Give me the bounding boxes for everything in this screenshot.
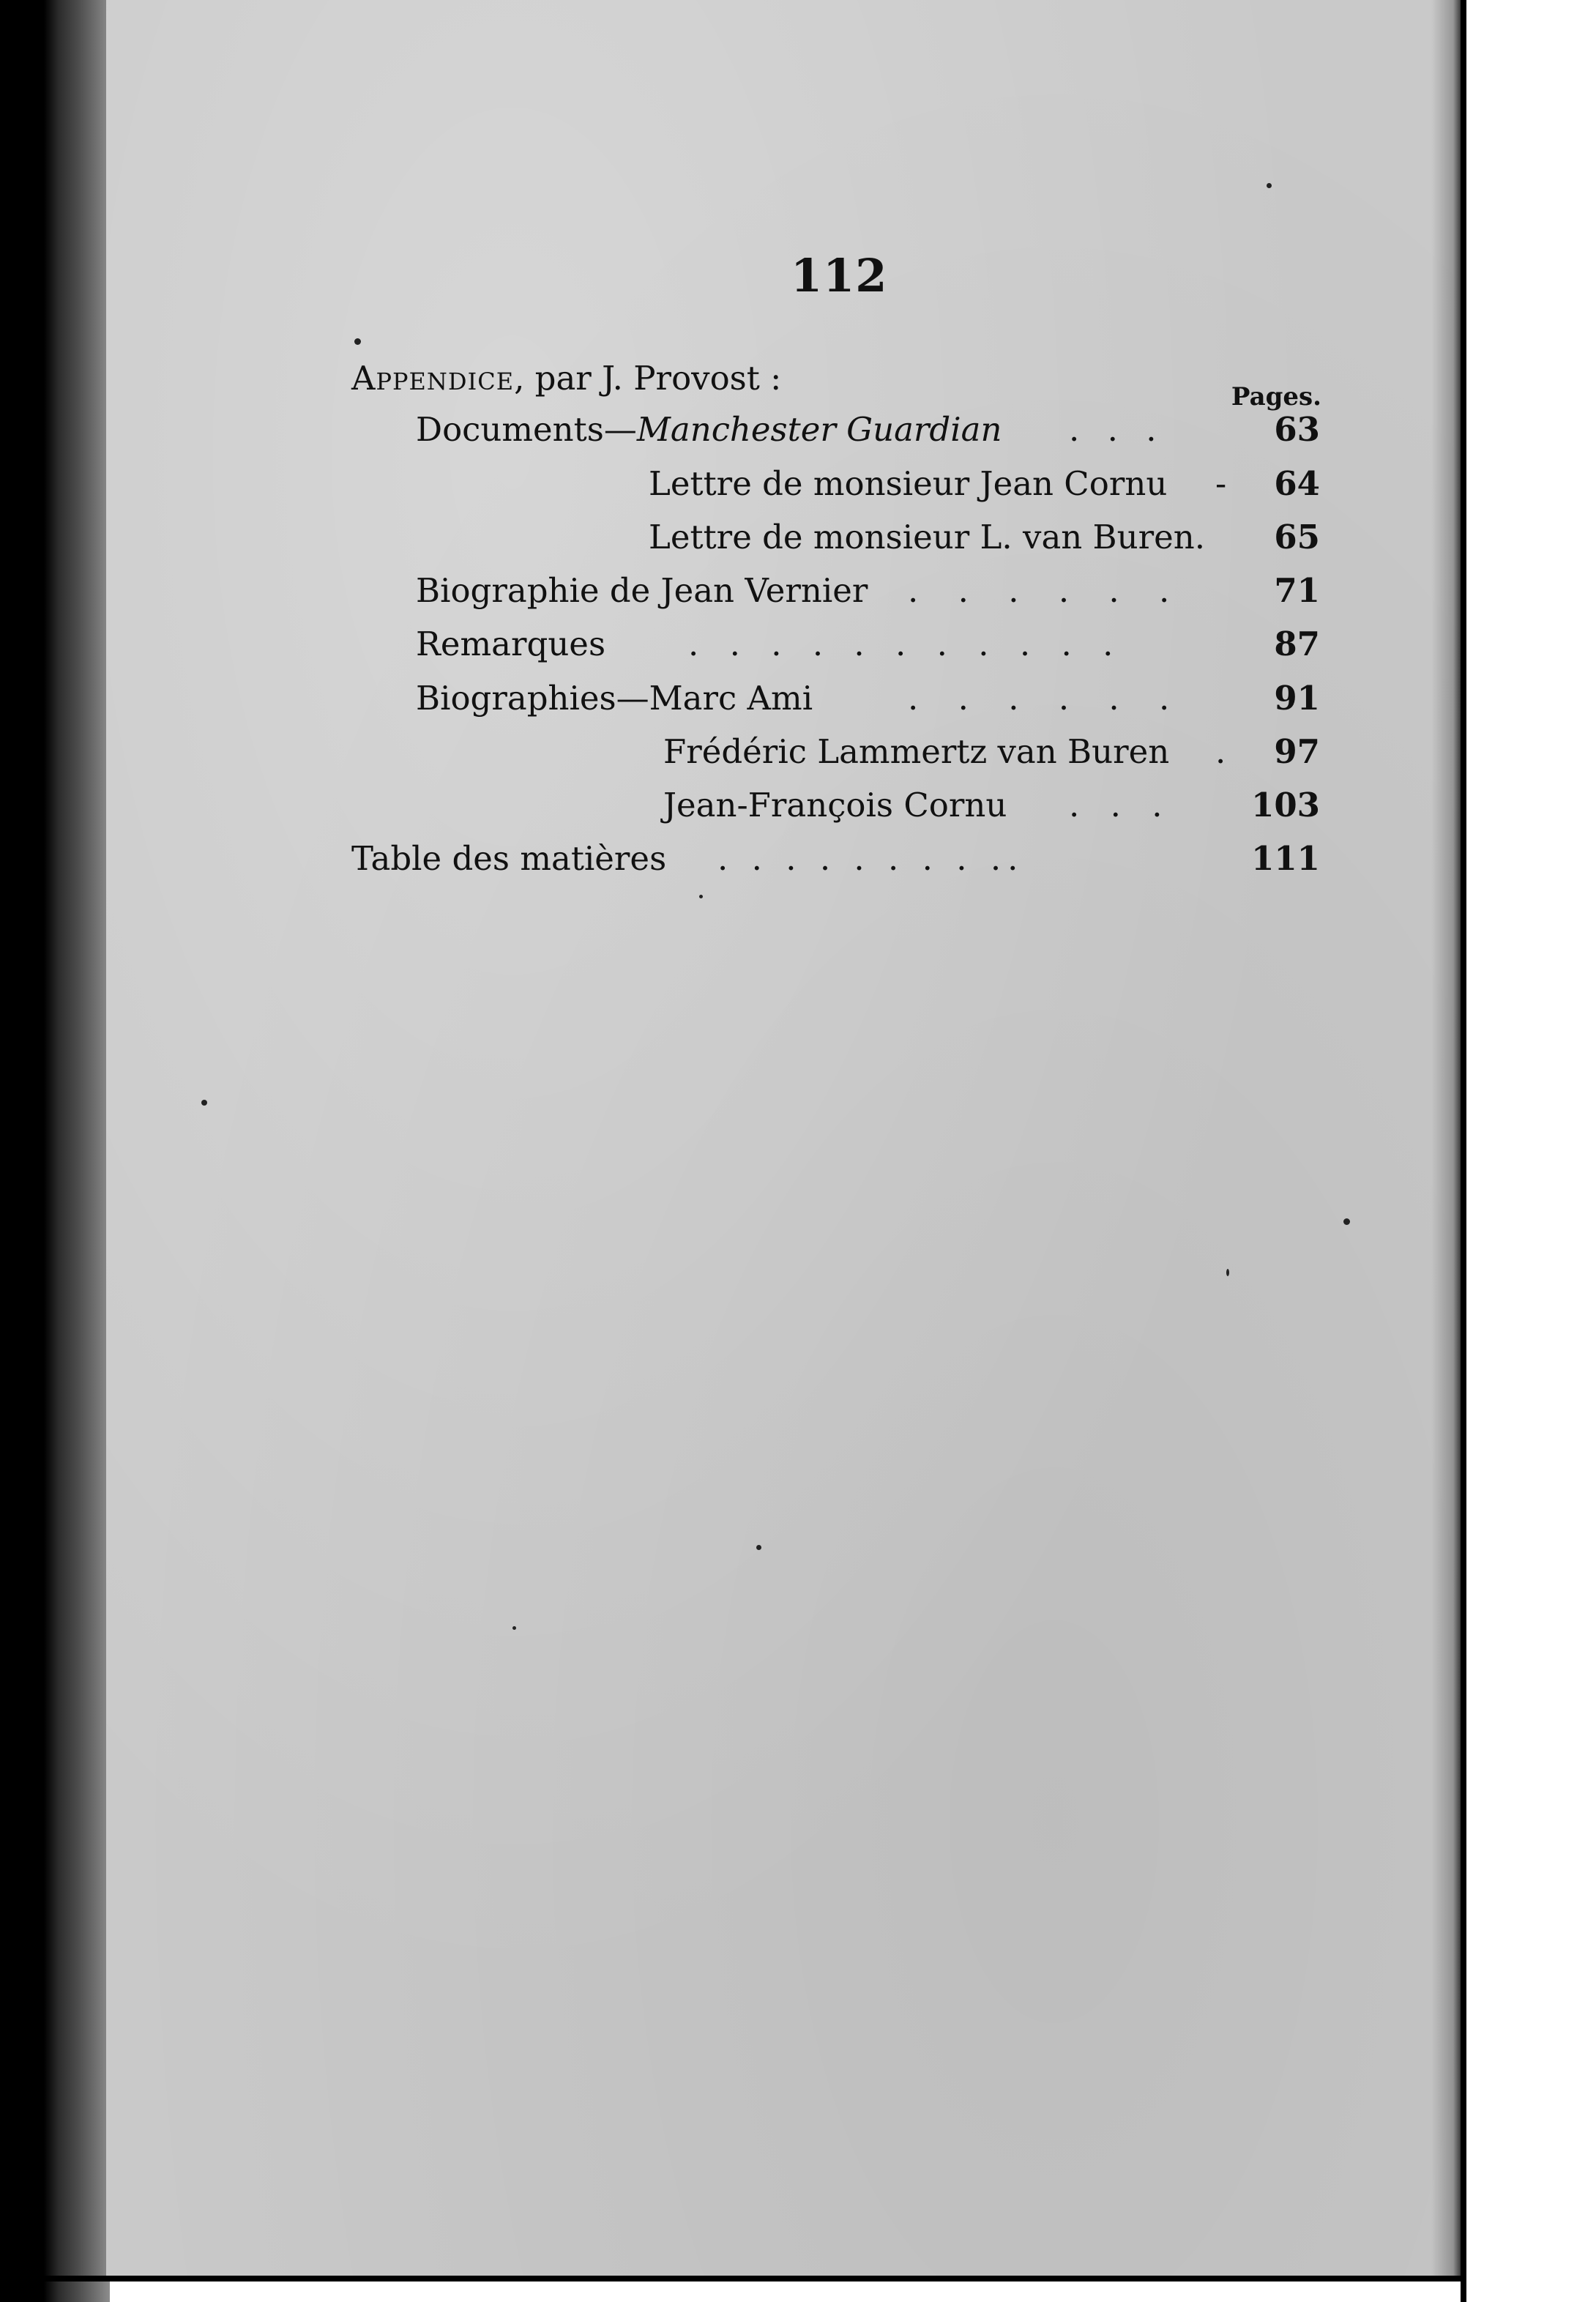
toc-entry-prefix: Documents— [416,410,637,449]
toc-entry-page: 71 [1274,571,1320,610]
toc-entry [416,571,868,610]
appendix-heading [351,359,781,398]
toc-entry-title: Marc Ami [649,679,813,718]
toc-entry [663,786,1007,824]
toc-entry-leader: . . . [1069,410,1166,449]
toc-entry-title: Manchester Guardian [636,410,1002,449]
appendix-heading-author: , par J. Provost : [514,359,782,398]
toc-entry-leader: . [1215,732,1248,771]
toc-entry-title: Frédéric Lammertz van Buren [663,732,1170,771]
toc-entry-page: 103 [1251,786,1320,824]
toc-entry-title: Lettre de monsieur L. van Buren. [649,518,1206,556]
toc-entry [663,732,1169,771]
toc-entry [649,464,1167,503]
toc-entry-title: Table des matières [351,839,667,878]
toc-entry-title: Biographie de Jean Vernier [416,571,868,610]
toc-entry [416,679,813,718]
toc-entry-leader: . . . . . . [908,679,1185,718]
appendix-heading-label: Appendice [351,359,515,398]
toc-entry-leader: . . . [1069,786,1173,824]
toc-entry-title: Jean-François Cornu [663,786,1007,824]
toc-entry-leader: . . . . . . . . . . . [688,625,1124,663]
toc-entry-page: 63 [1274,410,1320,449]
toc-entry-leader: . . . . . . [908,571,1185,610]
toc-entry-page: 111 [1251,839,1320,878]
page-number: 112 [791,249,888,302]
toc-entry [416,625,605,663]
toc-entry-page: 97 [1274,732,1320,771]
toc-entry-leader: . . . . . . . . .. [717,839,1025,878]
toc-entry-page: 65 [1274,518,1320,556]
toc-entry-title: Remarques [416,625,606,663]
toc-entry [649,518,1205,556]
toc-entry-page: 87 [1274,625,1320,663]
toc-entry-title: Lettre de monsieur Jean Cornu [649,464,1168,503]
toc-entry-page: 91 [1274,679,1320,718]
toc-entry-page: 64 [1274,464,1320,503]
toc-entry [351,839,666,878]
pages-column-label: Pages. [1231,382,1321,411]
toc-entry-leader: - [1215,464,1249,503]
toc-entry [416,410,1002,449]
toc-entry-prefix: Biographies— [416,679,649,718]
